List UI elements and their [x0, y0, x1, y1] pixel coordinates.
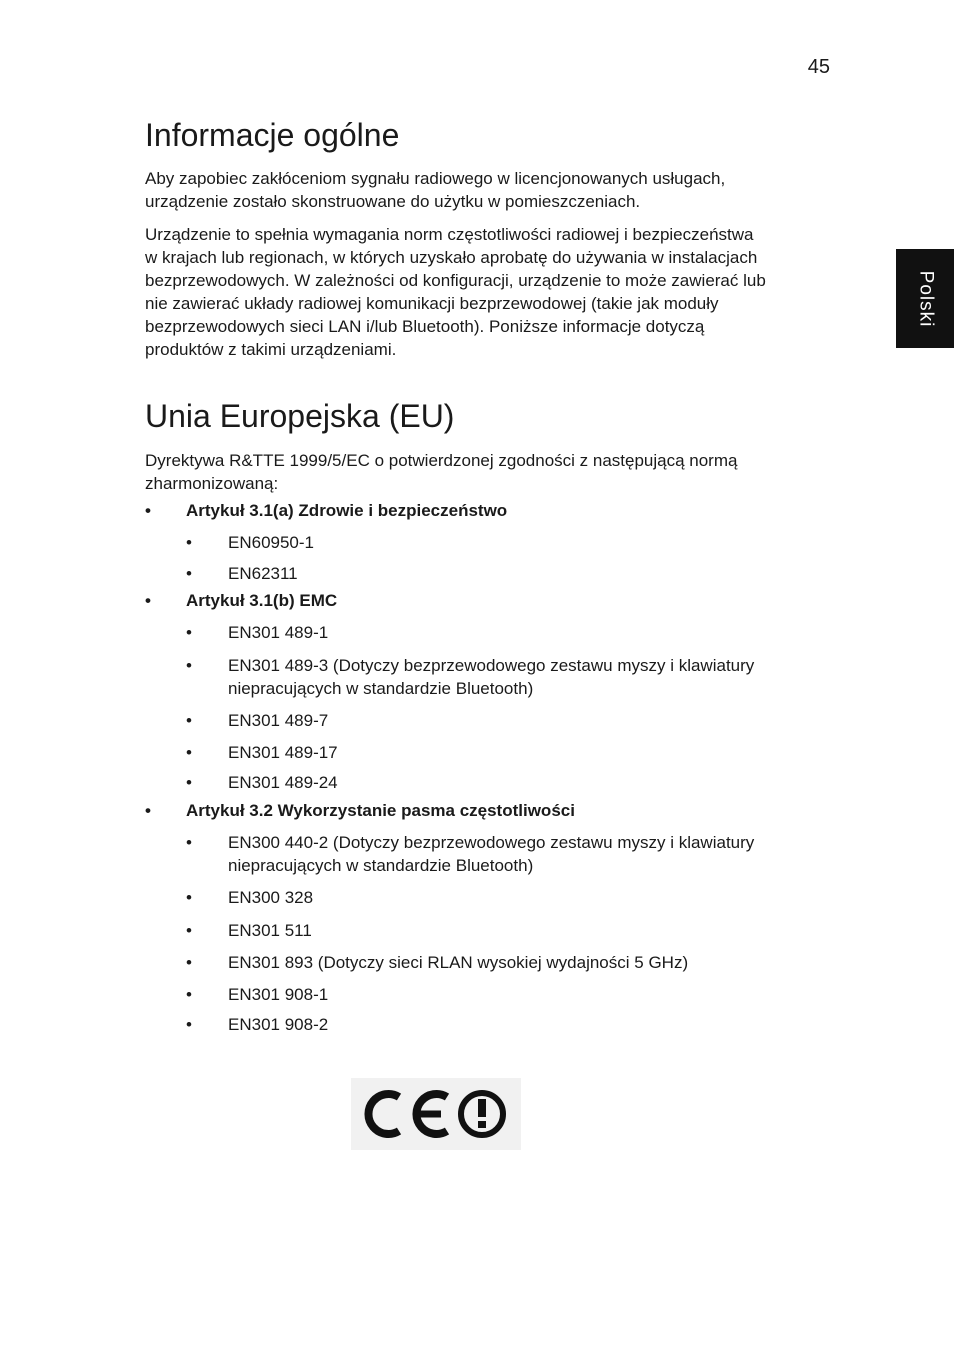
paragraph-rtte-directive: Dyrektywa R&TTE 1999/5/EC o potwierdzonej zgodności z następującą normą zharmonizowaną: [145, 451, 738, 493]
bullet-icon: • [186, 564, 192, 583]
alert-exclamation-dot [478, 1121, 486, 1128]
bullet-icon: • [186, 623, 192, 642]
language-side-tab-label: Polski [915, 270, 936, 327]
article-label: Artykuł 3.1(a) Zdrowie i bezpieczeństwo [186, 501, 508, 520]
article-label: Artykuł 3.1(b) EMC [186, 591, 338, 610]
bullet-icon: • [186, 1015, 192, 1034]
ce-letter-c [368, 1094, 399, 1134]
paragraph-compliance: Urządzenie to spełnia wymagania norm częstotliwości radiowej i bezpieczeństwa w krajach lub regionach, w których uzyskało aprobatę do używania w instalacjach bezprzewodowych. W zależności od konfiguracji, urządzenie to może zawierać lub nie zawierać układy radiowej komunikacji bezprzewodowej (takie jak moduły bezprzewodowych sieci LAN i/lub Bluetooth). Poniższe informacje dotyczą produktów z takimi urządzeniami. [145, 225, 766, 359]
bullet-icon: • [186, 985, 192, 1004]
ce-mark-svg [351, 1078, 521, 1150]
bullet-icon: • [145, 501, 151, 520]
alert-exclamation-bar [478, 1099, 486, 1117]
bullet-icon: • [145, 591, 151, 610]
section-title-eu: Unia Europejska (EU) [145, 398, 455, 434]
bullet-icon: • [186, 711, 192, 730]
paragraph-interference: Aby zapobiec zakłóceniom sygnału radiowego w licencjonowanych usługach, urządzenie zostało skonstruowane do użytku w pomieszczeniach. [145, 169, 726, 211]
bullet-icon: • [186, 773, 192, 792]
bullet-icon: • [186, 833, 192, 852]
bullet-icon: • [186, 743, 192, 762]
ce-mark-with-alert-icon [351, 1078, 521, 1150]
bullet-icon: • [145, 801, 151, 820]
language-side-tab [896, 249, 954, 348]
page-number: 45 [807, 56, 830, 78]
section-title-general-info: Informacje ogólne [145, 117, 400, 153]
bullet-icon: • [186, 533, 192, 552]
bullet-icon: • [186, 888, 192, 907]
bullet-icon: • [186, 656, 192, 675]
bullet-icon: • [186, 921, 192, 940]
article-label: Artykuł 3.2 Wykorzystanie pasma częstotliwości [186, 801, 575, 820]
bullet-icon: • [186, 953, 192, 972]
